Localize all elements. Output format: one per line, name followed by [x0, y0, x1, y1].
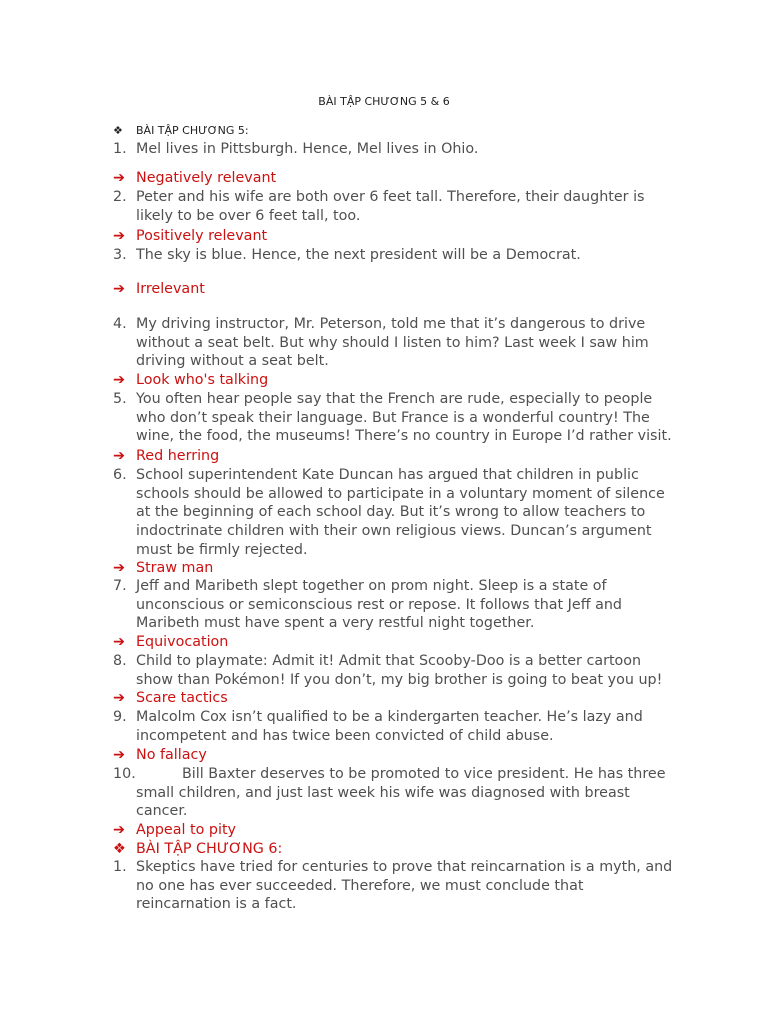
arrow-bullet-icon: ➔ [113, 372, 125, 388]
item-number: 3. [113, 247, 127, 263]
question-text: Peter and his wife are both over 6 feet tall. Therefore, their daughter is likely to be over 6 feet tall, too. [136, 189, 645, 224]
question-text: My driving instructor, Mr. Peterson, told me that it’s dangerous to drive without a seat belt. But why should I listen to him? Last week I saw him driving without a seat belt. [136, 316, 649, 370]
answer-item-10 [113, 821, 681, 840]
question-item-6 [113, 466, 681, 560]
diamond-bullet-icon: ❖ [113, 124, 123, 137]
question-item-1 [113, 140, 681, 159]
question-text: You often hear people say that the French are rude, especially to people who don’t speak their language. But France is a wonderful country! The wine, the food, the museums! There’s no country in Europe I’d rather visit. [136, 391, 672, 445]
section-header-label: BÀI TẬP CHƯƠNG 5: [136, 124, 249, 137]
item-number: 5. [113, 391, 127, 407]
answer-item-4 [113, 371, 681, 390]
question-item-2 [113, 188, 681, 225]
question-item-7 [113, 577, 681, 633]
question-text: Bill Baxter deserves to be promoted to vice president. He has three small children, and just last week his wife was diagnosed with breast cancer. [136, 766, 666, 820]
question-item-5 [113, 390, 681, 446]
answer-text: No fallacy [136, 747, 207, 763]
item-number: 9. [113, 709, 127, 725]
question-text-wrap [136, 765, 681, 821]
question-item-8 [113, 652, 681, 689]
question-text: The sky is blue. Hence, the next president will be a Democrat. [136, 247, 581, 263]
arrow-bullet-icon: ➔ [113, 281, 125, 297]
item-number: 1. [113, 141, 127, 157]
question-text: Mel lives in Pittsburgh. Hence, Mel lives in Ohio. [136, 141, 479, 157]
question-text: Child to playmate: Admit it! Admit that Scooby-Doo is a better cartoon show than Pokémon! If you don’t, my big brother is going to beat you up! [136, 653, 663, 688]
arrow-bullet-icon: ➔ [113, 560, 125, 576]
answer-item-3 [113, 280, 681, 299]
section-header-ch6 [113, 840, 681, 859]
answer-text: Irrelevant [136, 281, 205, 297]
answer-text: Appeal to pity [136, 822, 237, 838]
item-number: 1. [113, 859, 127, 875]
question-item-ch6-1 [113, 858, 681, 914]
answer-text: Straw man [136, 560, 214, 576]
answer-item-6 [113, 559, 681, 578]
question-text: Skeptics have tried for centuries to prove that reincarnation is a myth, and no one has ever succeeded. Therefore, we must conclude that reincarnation is a fact. [136, 859, 673, 913]
item-number: 8. [113, 653, 127, 669]
answer-item-9 [113, 746, 681, 765]
diamond-bullet-icon: ❖ [113, 841, 126, 857]
answer-text: Look who's talking [136, 372, 269, 388]
document-title: BÀI TẬP CHƯƠNG 5 & 6 [318, 95, 450, 108]
section-header-label: BÀI TẬP CHƯƠNG 6: [136, 841, 283, 857]
answer-text: Scare tactics [136, 690, 228, 706]
question-text: Jeff and Maribeth slept together on prom night. Sleep is a state of unconscious or semiconscious rest or repose. It follows that Jeff and Maribeth must have spent a very restful night together. [136, 578, 622, 632]
answer-text: Red herring [136, 448, 220, 464]
answer-item-2 [113, 227, 681, 246]
arrow-bullet-icon: ➔ [113, 690, 125, 706]
arrow-bullet-icon: ➔ [113, 634, 125, 650]
question-item-4 [113, 315, 681, 371]
answer-text: Equivocation [136, 634, 229, 650]
answer-text: Positively relevant [136, 228, 268, 244]
question-item-9 [113, 708, 681, 745]
question-text: Malcolm Cox isn’t qualified to be a kindergarten teacher. He’s lazy and incompetent and has twice been convicted of child abuse. [136, 709, 643, 744]
question-text: School superintendent Kate Duncan has argued that children in public schools should be allowed to participate in a voluntary moment of silence at the beginning of each school day. But it’s wrong to allow teachers to indoctrinate children with their own religious views. Duncan’s argument must be firmly rejected. [136, 467, 665, 558]
item-number: 10. [113, 766, 136, 782]
arrow-bullet-icon: ➔ [113, 448, 125, 464]
arrow-bullet-icon: ➔ [113, 228, 125, 244]
arrow-bullet-icon: ➔ [113, 822, 125, 838]
question-item-10 [113, 765, 681, 821]
answer-item-1 [113, 169, 681, 188]
arrow-bullet-icon: ➔ [113, 747, 125, 763]
answer-text: Negatively relevant [136, 170, 277, 186]
item-number: 4. [113, 316, 127, 332]
section-header-ch5 [113, 124, 249, 137]
item-number: 2. [113, 189, 127, 205]
answer-item-5 [113, 447, 681, 466]
arrow-bullet-icon: ➔ [113, 170, 125, 186]
item-number: 7. [113, 578, 127, 594]
answer-item-7 [113, 633, 681, 652]
item-number: 6. [113, 467, 127, 483]
answer-item-8 [113, 689, 681, 708]
question-item-3 [113, 246, 681, 265]
